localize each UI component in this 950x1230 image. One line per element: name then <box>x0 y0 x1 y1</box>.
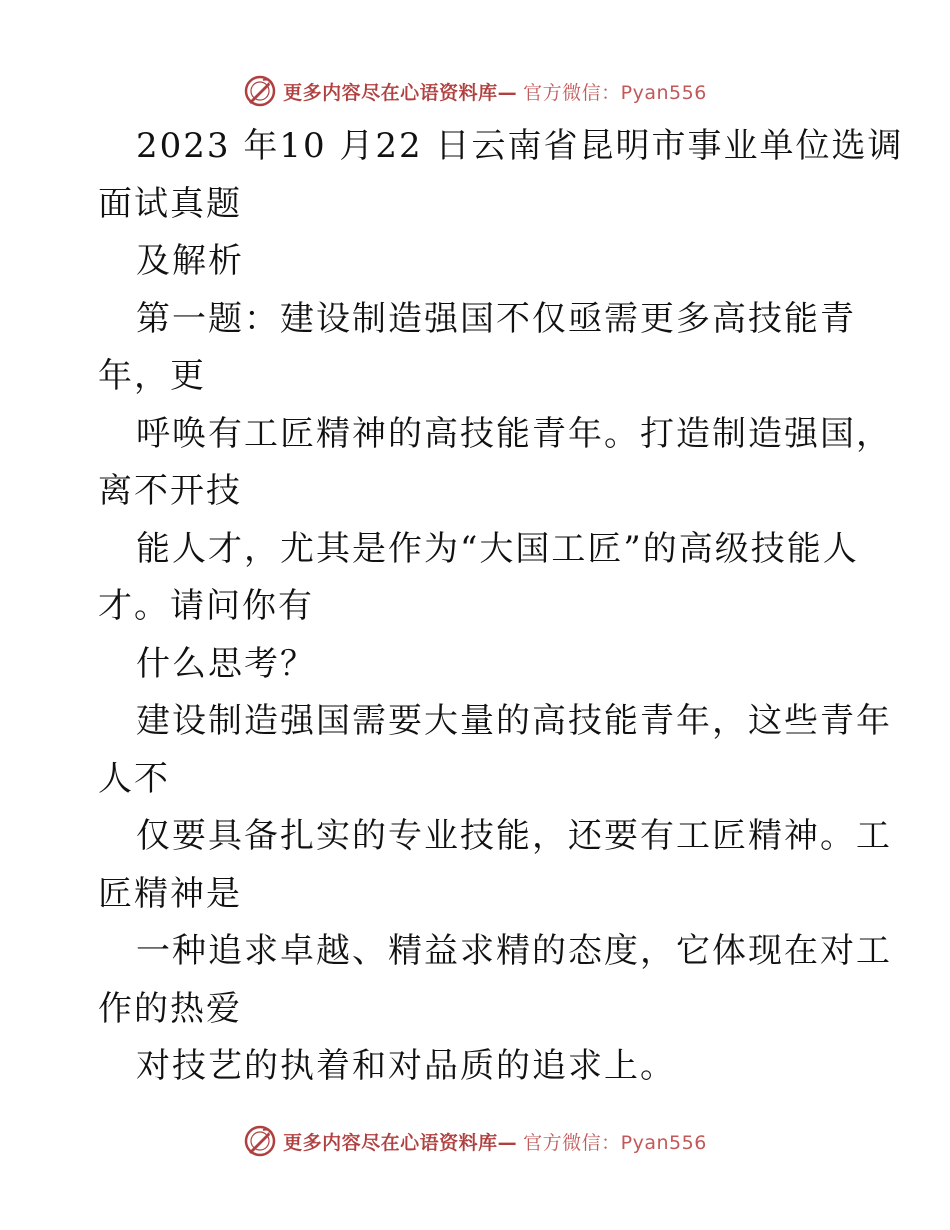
pen-logo-icon <box>243 1124 277 1158</box>
answer-line: 仅要具备扎实的专业技能，还要有工匠精神。工 <box>136 816 892 856</box>
watermark-account-text: 官方微信：Pyan556 <box>523 1131 707 1154</box>
answer-line: 作的热爱 <box>98 988 242 1029</box>
document-body <box>98 118 904 1096</box>
question-line: 离不开技 <box>98 471 242 511</box>
question-line: 第一题：建设制造强国不仅亟需更多高技能青 <box>136 298 856 339</box>
watermark-account-text: 官方微信：Pyan556 <box>523 81 707 104</box>
footer-watermark <box>0 1124 950 1158</box>
title-line: 2023 年10 月22 日云南省昆明市事业单位选调 <box>136 126 904 166</box>
question-line: 呼唤有工匠精神的高技能青年。打造制造强国， <box>136 413 892 454</box>
question-line: 年，更 <box>98 356 206 396</box>
answer-line: 人不 <box>98 758 170 799</box>
answer-line: 建设制造强国需要大量的高技能青年，这些青年 <box>136 701 892 741</box>
header-watermark <box>0 74 950 108</box>
answer-line: 匠精神是 <box>98 873 242 914</box>
question-line: 能人才，尤其是作为“大国工匠”的高级技能人 <box>136 528 859 569</box>
watermark-brand-text: 更多内容尽在心语资料库— <box>283 81 518 104</box>
watermark-brand-text: 更多内容尽在心语资料库— <box>283 1131 518 1154</box>
answer-line: 对技艺的执着和对品质的追求上。 <box>136 1046 676 1086</box>
pen-logo-icon <box>243 74 277 108</box>
title-line: 及解析 <box>136 241 244 281</box>
question-line: 才。请问你有 <box>98 586 314 626</box>
answer-line: 一种追求卓越、精益求精的态度，它体现在对工 <box>136 931 892 971</box>
question-line: 什么思考？ <box>136 643 316 684</box>
title-line: 面试真题 <box>98 183 242 224</box>
